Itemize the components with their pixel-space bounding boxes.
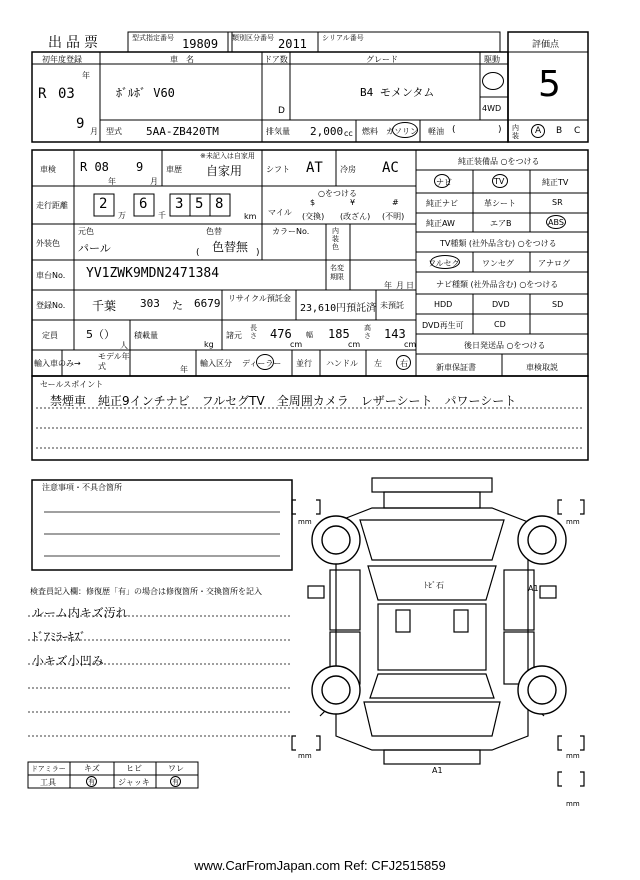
handle-label: ハンドル: [326, 359, 358, 368]
model-label: 型式: [106, 127, 122, 136]
handle-left: 左: [374, 359, 382, 368]
score-value: 5: [538, 64, 561, 105]
interior-label: 内装: [512, 124, 519, 140]
tv-title: TV種類 (社外品含む) ○をつける: [440, 239, 557, 248]
interior-c: C: [574, 126, 581, 136]
shift-label: シフト: [266, 165, 290, 174]
equip-leather: 革シート: [484, 199, 516, 208]
width-label: 幅: [306, 331, 313, 339]
interior-color-label: 内装色: [332, 227, 339, 251]
fuel-gasoline: ガソリン: [386, 127, 418, 136]
color-paren-open: (: [196, 248, 200, 258]
interior-a: A: [535, 126, 542, 136]
mm-fr: mm: [566, 518, 580, 526]
load-label: 積載量: [134, 331, 158, 340]
year-unit: 年: [82, 71, 90, 80]
later-title: 後日発送品 ○をつける: [464, 341, 546, 350]
width: 185: [328, 327, 350, 341]
mileage-mark-yen: ¥: [350, 198, 356, 207]
sales-label: セールスポイント: [40, 380, 104, 389]
length-label: 長さ: [250, 324, 257, 340]
import-class-label: 輸入区分: [200, 359, 232, 368]
length: 476: [270, 327, 292, 341]
color-orig-label: 元色: [78, 227, 94, 236]
first-reg-year: 03: [58, 86, 75, 102]
usage: 自家用: [206, 164, 243, 178]
mileage-opt-mile: マイル: [268, 208, 292, 217]
height-label: 高さ: [364, 324, 371, 340]
grade-label: グレード: [366, 55, 398, 64]
seats-unit: 人: [120, 341, 128, 350]
fuel-circle: [392, 122, 418, 138]
type-number-value: 19809: [182, 37, 219, 51]
drive-2wd-circle: [482, 72, 504, 90]
color-change-label: 色替: [206, 227, 222, 236]
dealer: ディーラー: [242, 359, 282, 368]
shaken-label: 車検: [40, 165, 56, 174]
footer-ref: www.CarFromJapan.com Ref: CFJ2515859: [194, 858, 446, 873]
shaken-era: R 08: [80, 160, 109, 174]
seats: 5（）: [86, 328, 115, 341]
navi-title: ナビ種類 (社外品含む) ○をつける: [436, 280, 559, 289]
reg-class: 303: [140, 297, 160, 310]
score-label: 評価点: [532, 40, 560, 50]
grade: B4 モメンタム: [360, 86, 435, 99]
later-warranty: 新車保証書: [436, 363, 476, 372]
navi-sd: SD: [552, 300, 564, 309]
navi-cd: CD: [494, 320, 506, 329]
legend-jack-circle: [170, 776, 181, 787]
diagram-mark-a1-rear: A1: [432, 766, 443, 775]
recycle-label: リサイクル預託金: [228, 294, 291, 303]
diagram-mark-a1-side: A1: [528, 584, 539, 593]
legend-tools-circle: [86, 776, 97, 787]
mileage-opt-exchange: (交換): [302, 212, 325, 221]
mm-rl: mm: [298, 752, 312, 760]
navi-dvd-play: DVD再生可: [422, 321, 464, 330]
name-change-label: 名変期限: [330, 264, 344, 281]
mileage-mark-hash: #: [392, 198, 399, 207]
color-paren-close: ): [256, 248, 260, 258]
handle-right-circle: [396, 355, 411, 370]
handle-right: 右: [400, 359, 408, 368]
model-year-label: モデル年式: [98, 352, 130, 371]
equip-navi-circle: [434, 174, 450, 188]
first-reg-label: 初年度登録: [42, 55, 82, 64]
legend-break: ワレ: [168, 764, 184, 773]
light-oil-label: 軽油: [428, 127, 444, 136]
tv-fullseg-circle: [430, 255, 460, 269]
dims-label: 諸元: [226, 331, 242, 340]
equip-navi: ナビ: [436, 178, 452, 187]
equip-abs: ABS: [548, 218, 564, 227]
mileage-opt-tamper: (改ざん): [340, 212, 371, 221]
equip-oem-tv: 純正TV: [542, 178, 569, 187]
form-title: 出品票: [48, 35, 102, 51]
fuel-label: 燃料: [362, 127, 378, 136]
mileage-digit-2: 6: [139, 196, 148, 212]
chassis-label: 車台No.: [36, 271, 66, 280]
height: 143: [384, 327, 406, 341]
doors-d: D: [278, 106, 285, 116]
legend-mirror: ドアミラー: [31, 765, 66, 773]
nc-day-unit: 日: [406, 281, 414, 290]
legend-tools: 工具: [40, 778, 56, 787]
mileage-digit-1: 2: [99, 196, 108, 212]
car-name: ﾎﾞﾙﾎﾞ V60: [116, 86, 175, 100]
equip-airbag: エアB: [490, 219, 512, 228]
ac: AC: [382, 160, 399, 176]
color-orig: パール: [78, 242, 111, 255]
legend-tools-yes: 有: [88, 778, 95, 786]
equip-title: 純正装備品 ○をつける: [458, 157, 540, 166]
model: 5AA-ZB420TM: [146, 125, 219, 138]
mileage-digit-4: 5: [195, 196, 204, 212]
shaken-year-unit: 年: [108, 177, 116, 186]
mileage-label: 走行距離: [36, 201, 68, 210]
shaken-month: 9: [136, 160, 144, 174]
serial-label: シリアル番号: [322, 34, 364, 42]
diagram-note-chip: ﾄﾋﾞ石: [424, 581, 444, 590]
interior-b: B: [556, 126, 563, 136]
reg-area: 千葉: [92, 299, 117, 313]
shift: AT: [306, 160, 323, 176]
month-unit: 月: [90, 127, 98, 136]
mileage-digit-5: 8: [215, 196, 224, 212]
displacement: 2,000: [310, 125, 344, 138]
first-reg-era: R: [38, 86, 47, 102]
nc-year-unit: 年: [384, 281, 392, 290]
equip-aw: 純正AW: [426, 219, 455, 228]
tv-analog: アナログ: [538, 259, 570, 268]
load-unit: kg: [204, 340, 214, 349]
recycle-status: 未預託: [380, 301, 404, 310]
sen-unit: 千: [158, 211, 166, 220]
seats-label: 定員: [42, 331, 58, 340]
inspector-line-2: ﾄﾞｱﾐﾗｰｷｽﾞ: [32, 630, 87, 644]
mileage-mark-dollar: $: [310, 198, 316, 207]
tv-oneseg: ワンセグ: [482, 259, 514, 268]
mileage-digit-3: 3: [175, 196, 184, 212]
equip-abs-circle: [546, 215, 566, 229]
tv-fullseg: フルセグ: [428, 259, 460, 268]
later-manual: 車検取説: [526, 363, 558, 372]
notes-label: 注意事項・不具合箇所: [42, 483, 122, 492]
color-no-label: カラーNo.: [272, 227, 310, 236]
ac-label: 冷房: [340, 165, 356, 174]
usage-label: 車歴: [166, 165, 182, 174]
shaken-month-unit: 月: [150, 177, 158, 186]
equip-tv: TV: [494, 177, 505, 186]
mm-fl: mm: [298, 518, 312, 526]
navi-dvd: DVD: [492, 300, 510, 309]
height-unit: cm: [404, 340, 417, 349]
chassis: YV1ZWK9MDN2471384: [86, 266, 220, 281]
legend-scratch: キズ: [84, 764, 100, 773]
interior-a-circle: [531, 124, 545, 138]
reg-num: 6679: [194, 297, 221, 310]
navi-hdd: HDD: [434, 300, 453, 309]
reg-kana: た: [172, 299, 183, 312]
legend-jack: ジャッキ: [118, 778, 150, 787]
reg-label: 登録No.: [36, 301, 66, 310]
drive-4wd: 4WD: [482, 104, 502, 113]
recycle: 23,610円預託済: [300, 303, 377, 314]
light-oil-paren: (: [452, 125, 456, 135]
light-oil-paren-close: ): [498, 125, 502, 135]
inspector-line-1: ルーム内キズ汚れ: [32, 606, 128, 620]
mileage-circle-note: ○をつける: [318, 189, 357, 198]
inspector-label: 検査員記入欄：修復歴「有」の場合は修復箇所・交換箇所を記入: [30, 587, 262, 596]
nc-month-unit: 月: [396, 281, 404, 290]
drive-label: 駆動: [484, 55, 500, 64]
car-name-label: 車 名: [170, 55, 194, 64]
mm-spare: mm: [566, 800, 580, 808]
color-label: 外装色: [36, 239, 60, 248]
model-year-unit: 年: [180, 365, 188, 374]
sales-text: 禁煙車 純正9インチナビ フルセグTV 全周囲カメラ レザーシート パワーシート: [50, 394, 517, 408]
color-change: 色替無: [212, 240, 249, 254]
first-reg-month: 9: [76, 116, 85, 132]
km-unit: km: [244, 212, 257, 221]
length-unit: cm: [290, 340, 303, 349]
class-number-value: 2011: [278, 37, 307, 51]
man-unit: 万: [118, 211, 126, 220]
import-label: 輸入車のみ→: [34, 359, 81, 368]
doors-label: ドア数: [264, 55, 288, 64]
mileage-opt-unknown: (不明): [382, 212, 405, 221]
equip-sr: SR: [552, 198, 563, 207]
equip-oem-navi: 純正ナビ: [426, 199, 458, 208]
equip-tv-circle: [492, 174, 508, 188]
legend-jack-yes: 有: [172, 778, 179, 786]
usage-note: ※未記入は自家用: [200, 152, 255, 160]
legend-crack: ヒビ: [126, 764, 142, 773]
inspector-line-3: 小キズ小凹み: [32, 654, 104, 668]
class-number-label: 類別区分番号: [232, 34, 274, 42]
type-number-label: 型式指定番号: [132, 34, 174, 42]
mm-rr: mm: [566, 752, 580, 760]
dealer-circle: [256, 354, 274, 370]
displacement-label: 排気量: [266, 127, 290, 136]
displacement-unit: cc: [344, 129, 353, 138]
width-unit: cm: [348, 340, 361, 349]
parallel: 並行: [296, 359, 312, 368]
